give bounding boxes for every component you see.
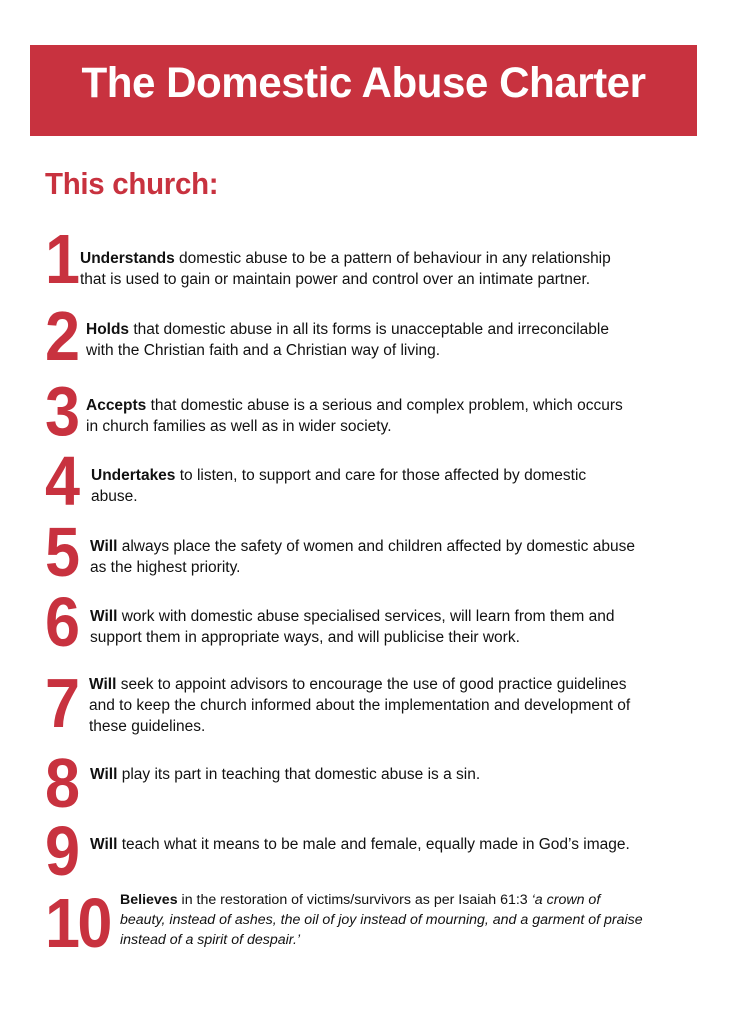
item-lead: Will <box>90 538 118 555</box>
item-line: that is used to gain or maintain power and control over an intimate partner. <box>80 271 591 288</box>
item-line: that domestic abuse is a serious and complex problem, which occurs <box>146 397 623 414</box>
item-quote: instead of a spirit of despair.’ <box>120 932 301 948</box>
item-lead: Undertakes <box>91 467 176 484</box>
item-lead: Accepts <box>86 397 147 414</box>
item-line: as the highest priority. <box>90 559 241 576</box>
item-line: and to keep the church informed about the implementation and development of <box>89 697 631 714</box>
item-line: in the restoration of victims/survivors as per Isaiah 61:3 <box>177 892 532 908</box>
item-quote: beauty, instead of ashes, the oil of joy instead of mourning, and a garment of praise <box>120 912 643 928</box>
item-text <box>91 465 586 507</box>
item-line: domestic abuse to be a pattern of behaviour in any relationship <box>174 250 611 267</box>
item-lead: Will <box>89 676 117 693</box>
item-number: 6 <box>45 583 78 661</box>
item-lead: Believes <box>120 892 178 908</box>
item-text <box>80 248 611 290</box>
item-line: with the Christian faith and a Christian way of living. <box>86 342 441 359</box>
item-number: 1 <box>45 220 78 298</box>
item-line: these guidelines. <box>89 718 206 735</box>
item-text <box>86 395 623 437</box>
item-number: 4 <box>45 442 78 520</box>
item-line: abuse. <box>91 488 138 505</box>
item-line: to listen, to support and care for those affected by domestic <box>175 467 587 484</box>
item-number: 10 <box>45 884 110 962</box>
item-lead: Will <box>90 608 118 625</box>
item-text <box>90 764 480 785</box>
item-line: that domestic abuse in all its forms is unacceptable and irreconcilable <box>129 321 609 338</box>
item-text <box>89 674 630 737</box>
item-text <box>90 536 635 578</box>
item-line: support them in appropriate ways, and will publicise their work. <box>90 629 520 646</box>
item-text <box>120 890 643 950</box>
item-number: 3 <box>45 372 78 450</box>
item-line: teach what it means to be male and female, equally made in God’s image. <box>117 836 630 853</box>
item-number: 8 <box>45 744 78 822</box>
subtitle: This church: <box>45 166 219 201</box>
item-lead: Will <box>90 836 118 853</box>
item-line: seek to appoint advisors to encourage the use of good practice guidelines <box>116 676 627 693</box>
item-lead: Holds <box>86 321 130 338</box>
item-number: 7 <box>45 664 78 742</box>
item-number: 2 <box>45 297 78 375</box>
page-title: The Domestic Abuse Charter <box>81 59 646 107</box>
item-text <box>90 834 630 855</box>
item-text <box>86 319 609 361</box>
item-text <box>90 606 614 648</box>
item-number: 5 <box>45 513 78 591</box>
title-banner <box>30 45 697 136</box>
item-line: play its part in teaching that domestic abuse is a sin. <box>117 766 481 783</box>
item-line: always place the safety of women and children affected by domestic abuse <box>117 538 635 555</box>
item-lead: Will <box>90 766 118 783</box>
item-line: work with domestic abuse specialised services, will learn from them and <box>117 608 615 625</box>
item-line: in church families as well as in wider society. <box>86 418 392 435</box>
item-lead: Understands <box>80 250 175 267</box>
item-number: 9 <box>45 812 78 890</box>
item-quote: ‘a crown of <box>531 892 601 908</box>
